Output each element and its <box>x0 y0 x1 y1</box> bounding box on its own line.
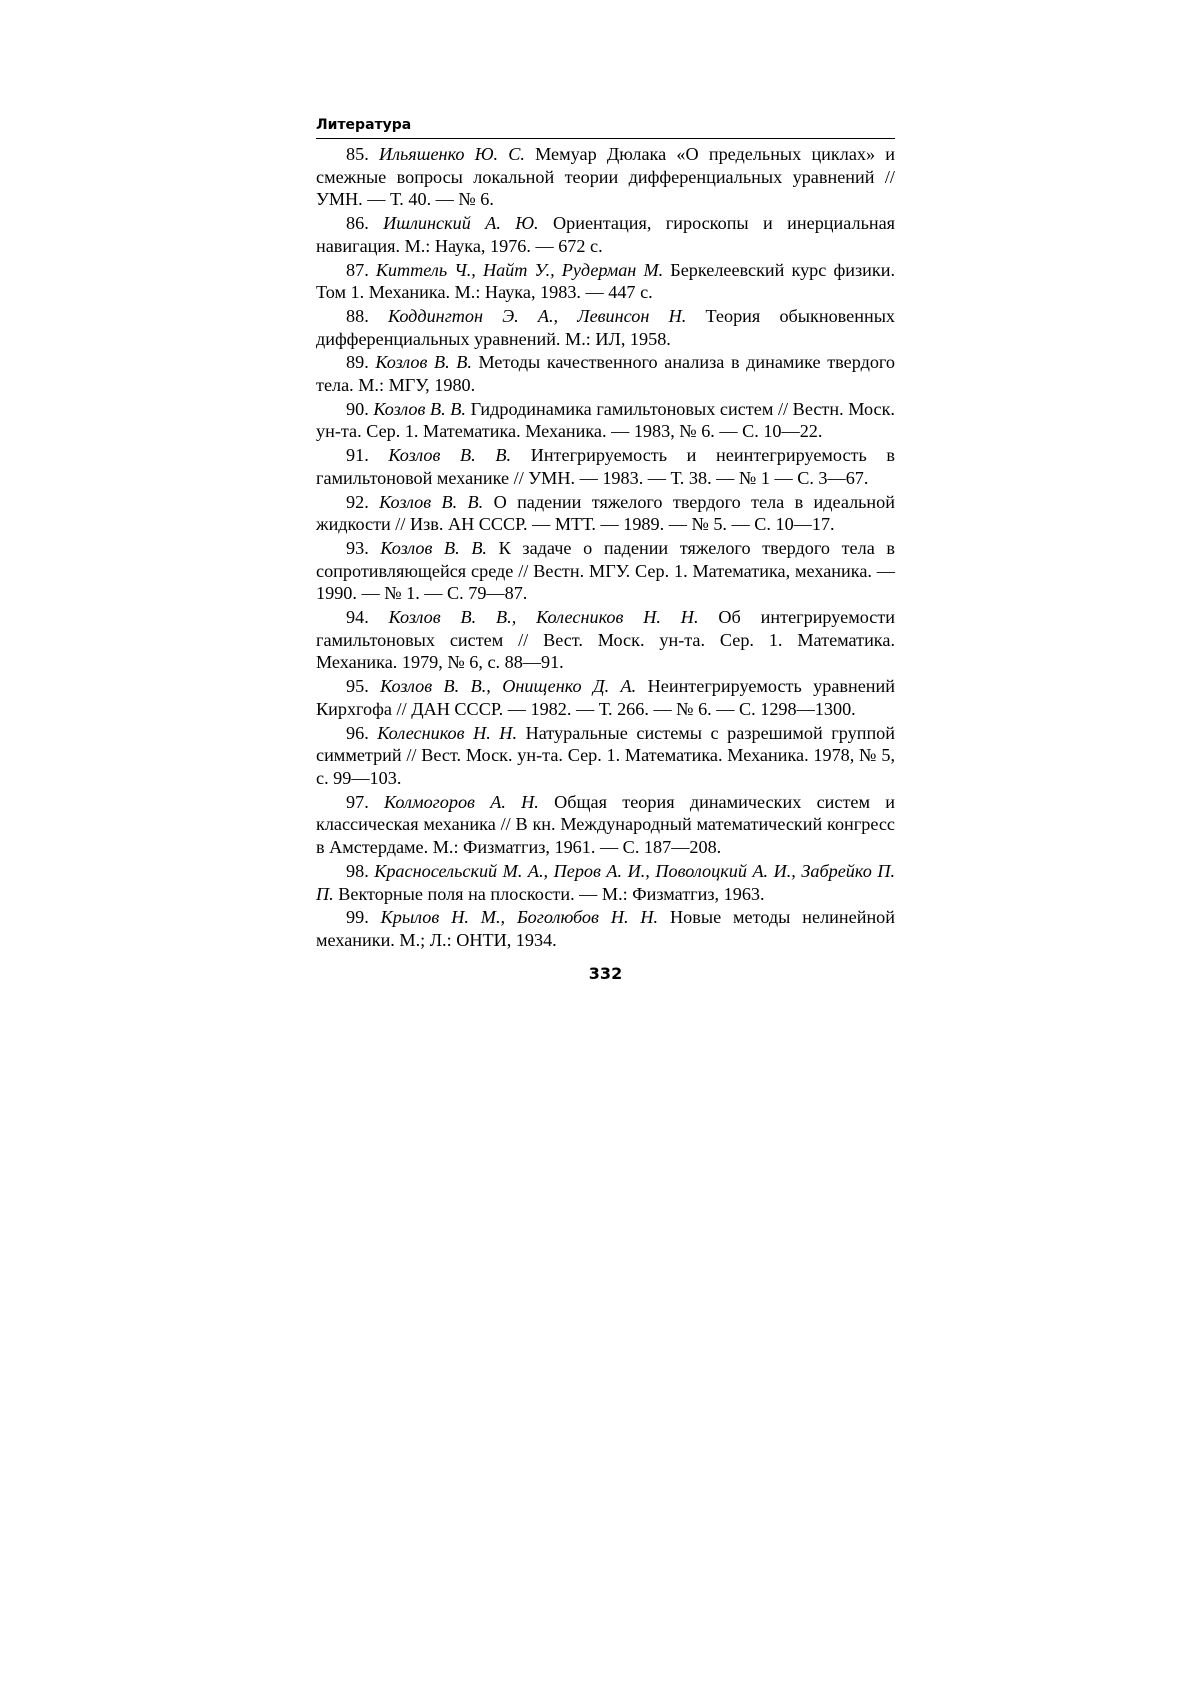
reference-authors: Козлов В. В. <box>380 537 487 558</box>
page-number: 332 <box>588 963 623 983</box>
reference-number: 89. <box>346 352 369 373</box>
reference-authors: Крылов Н. М., Боголюбов Н. Н. <box>380 907 659 928</box>
reference-entry <box>316 398 895 443</box>
reference-authors: Коддингтон Э. А., Левинсон Н. <box>387 305 687 326</box>
reference-authors: Колесников Н. Н. <box>377 722 517 743</box>
reference-authors: Красносельский М. А., Перов А. И., Поволоцкий А. И., Забрейко П. П. <box>316 860 896 904</box>
reference-number: 97. <box>346 791 369 812</box>
reference-number: 94. <box>346 607 369 628</box>
reference-entry <box>316 606 895 674</box>
reference-text: Общая теория динамических систем и классическая механика // В кн. Международный математический конгресс в Амстердаме. М.: Физматгиз, 1961. — С. 187—208. <box>316 791 895 858</box>
reference-entry <box>316 791 895 859</box>
reference-number: 92. <box>346 491 369 512</box>
reference-entry <box>316 860 895 905</box>
reference-authors: Козлов В. В. <box>373 398 466 419</box>
reference-number: 93. <box>346 537 369 558</box>
reference-text: Векторные поля на плоскости. — М.: Физматгиз, 1963. <box>338 883 765 904</box>
reference-text: Неинтегрируемость уравнений Кирхгофа // ДАН СССР. — 1982. — Т. 266. — № 6. — С. 1298—1300. <box>316 676 896 719</box>
reference-text: О падении тяжелого твердого тела в идеальной жидкости // Изв. АН СССР. — МТТ. — 1989. — № 5. — С. 10—17. <box>316 491 895 535</box>
reference-entry <box>316 491 895 536</box>
reference-text: К задаче о падении тяжелого твердого тела в сопротивляющейся среде // Вестн. МГУ. Сер. 1. Математика, механика. — 1990. — № 1. — С. 79—87. <box>316 537 896 604</box>
reference-text: Беркелеевский курс физики. Том 1. Механика. М.: Наука, 1983. — 447 с. <box>316 259 895 303</box>
reference-text: Натуральные системы с разрешимой группой симметрий // Вест. Моск. ун-та. Сер. 1. Математика. Механика. 1978, № 5, с. 99—103. <box>316 722 896 788</box>
reference-entry <box>316 722 895 790</box>
reference-entry <box>316 212 895 257</box>
reference-number: 90. <box>346 398 369 419</box>
reference-entry <box>316 537 895 605</box>
reference-authors: Ишлинский А. Ю. <box>383 213 539 234</box>
reference-number: 99. <box>346 907 369 928</box>
reference-authors: Козлов В. В., Онищенко Д. А. <box>380 676 637 697</box>
reference-authors: Козлов В. В. <box>388 445 512 466</box>
running-title: Литература <box>316 116 895 139</box>
reference-text: Теория обыкновенных дифференциальных уравнений. М.: ИЛ, 1958. <box>316 305 896 349</box>
reference-entry <box>316 675 895 720</box>
reference-number: 95. <box>346 676 369 697</box>
reference-authors: Козлов В. В. <box>379 491 484 512</box>
book-page <box>316 116 895 983</box>
reference-text: Об интегрируемости гамильтоновых систем // Вест. Моск. ун-та. Сер. 1. Математика. Механика. 1979, № 6, с. 88—91. <box>316 607 896 673</box>
reference-entry <box>316 259 895 304</box>
reference-list <box>316 143 895 952</box>
reference-text: Гидродинамика гамильтоновых систем // Вестн. Моск. ун-та. Сер. 1. Математика. Механика. — 1983, № 6. — С. 10—22. <box>316 398 895 442</box>
reference-text: Методы качественного анализа в динамике твердого тела. М.: МГУ, 1980. <box>316 352 896 396</box>
reference-entry <box>316 351 895 396</box>
reference-text: Ориентация, гироскопы и инерциальная навигация. М.: Наука, 1976. — 672 с. <box>316 213 896 256</box>
reference-number: 86. <box>346 213 369 234</box>
reference-entry <box>316 305 895 350</box>
reference-number: 87. <box>346 259 369 280</box>
reference-entry <box>316 143 895 211</box>
reference-text: Новые методы нелинейной механики. М.; Л.: ОНТИ, 1934. <box>316 907 896 950</box>
reference-authors: Ильяшенко Ю. С. <box>378 144 525 164</box>
reference-text: Мемуар Дюлака «О предельных циклах» и смежные вопросы локальной теории дифференциальных уравнений // УМН. — Т. 40. — № 6. <box>316 144 896 210</box>
reference-entry <box>316 906 895 951</box>
reference-authors: Козлов В. В., Колесников Н. Н. <box>388 607 699 628</box>
reference-authors: Киттель Ч., Найт У., Рудерман М. <box>375 259 664 280</box>
reference-number: 85. <box>346 144 369 164</box>
reference-number: 96. <box>346 722 369 743</box>
reference-authors: Колмогоров А. Н. <box>384 791 539 812</box>
reference-number: 88. <box>346 305 369 326</box>
reference-number: 98. <box>346 860 369 881</box>
reference-number: 91. <box>346 445 369 466</box>
reference-text: Интегрируемость и неинтегрируемость в гамильтоновой механике // УМН. — 1983. — Т. 38. — № 1 — С. 3—67. <box>316 445 896 488</box>
reference-entry <box>316 444 895 489</box>
reference-authors: Козлов В. В. <box>375 352 472 373</box>
